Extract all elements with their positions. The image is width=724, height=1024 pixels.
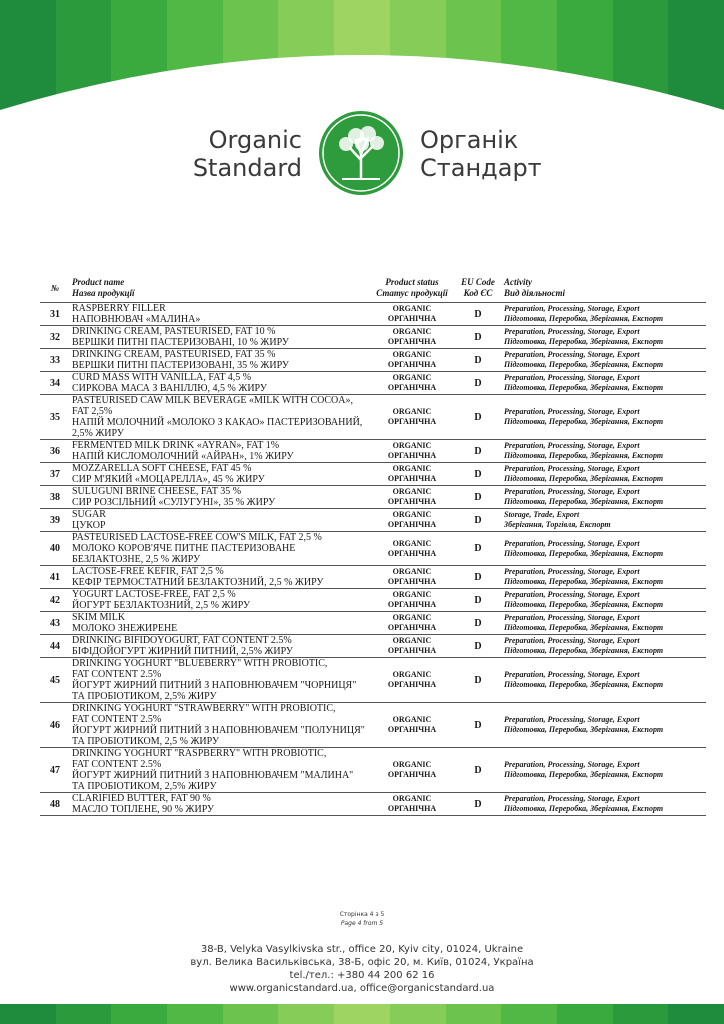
table-row (40, 349, 706, 372)
header-eu-code (454, 274, 502, 303)
product-status-line: ОРГАНІЧНА (387, 804, 437, 813)
product-status (370, 566, 454, 589)
eu-code: D (454, 440, 502, 463)
activity (502, 589, 706, 612)
product-status (370, 349, 454, 372)
product-status-line: ORGANIC (392, 487, 432, 496)
product-name-line: CLARIFIED BUTTER, FAT 90 % (72, 793, 211, 804)
product-name-line: RASPBERRY FILLER (72, 303, 166, 314)
product-name-line: ВЕРШКИ ПИТНІ ПАСТЕРИЗОВАНІ, 35 % ЖИРУ (72, 360, 289, 371)
product-status-line: ОРГАНІЧНА (387, 383, 437, 392)
product-name-line: ЙОГУРТ БЕЗЛАКТОЗНИЙ, 2,5 % ЖИРУ (72, 600, 251, 611)
product-status (370, 612, 454, 635)
footer-address (0, 943, 724, 995)
page-number-en: Page 4 from 5 (340, 920, 384, 927)
activity-line: Preparation, Processing, Storage, Export (504, 567, 640, 576)
page-number (0, 910, 724, 928)
product-status-line: ORGANIC (392, 304, 432, 313)
header-activity (502, 274, 706, 303)
activity-line: Підготовка, Переробка, Зберігання, Експорт (504, 337, 664, 346)
activity-line: Підготовка, Переробка, Зберігання, Експорт (504, 804, 664, 813)
product-status-line: ОРГАНІЧНА (387, 520, 437, 529)
table-row (40, 658, 706, 703)
row-number: 45 (40, 658, 70, 703)
product-name (70, 349, 370, 372)
product-name-line: FAT CONTENT 2.5% (72, 714, 162, 725)
activity-line: Preparation, Processing, Storage, Export (504, 590, 640, 599)
product-name-line: SUGAR (72, 509, 106, 520)
product-name-line: НАПІЙ КИСЛОМОЛОЧНИЙ «АЙРАН», 1% ЖИРУ (72, 451, 294, 462)
activity (502, 748, 706, 793)
product-status-line: ОРГАНІЧНА (387, 337, 437, 346)
activity-line: Зберігання, Торгівля, Експорт (504, 520, 611, 529)
row-number: 47 (40, 748, 70, 793)
header-product-name (70, 274, 370, 303)
row-number: 42 (40, 589, 70, 612)
table-row (40, 372, 706, 395)
eu-code: D (454, 509, 502, 532)
header-code-ua: Код ЄС (463, 288, 493, 298)
eu-code: D (454, 395, 502, 440)
product-status-line: ОРГАНІЧНА (387, 360, 437, 369)
eu-code: D (454, 703, 502, 748)
product-name-line: ТА ПРОБІОТИКОМ, 2,5% ЖИРУ (72, 691, 217, 702)
logo-en-line2: Standard (192, 154, 302, 182)
organic-standard-logo (0, 108, 724, 198)
activity (502, 395, 706, 440)
product-status-line: ORGANIC (392, 715, 432, 724)
eu-code: D (454, 372, 502, 395)
activity-line: Підготовка, Переробка, Зберігання, Експорт (504, 451, 664, 460)
product-status-line: ORGANIC (392, 670, 432, 679)
row-number: 48 (40, 793, 70, 816)
activity-line: Підготовка, Переробка, Зберігання, Експорт (504, 680, 664, 689)
product-status-line: ОРГАНІЧНА (387, 680, 437, 689)
product-name-line: FAT CONTENT 2.5% (72, 759, 162, 770)
row-number: 34 (40, 372, 70, 395)
product-name (70, 486, 370, 509)
activity-line: Preparation, Processing, Storage, Export (504, 613, 640, 622)
activity (502, 486, 706, 509)
product-status (370, 326, 454, 349)
table-row (40, 612, 706, 635)
activity (502, 566, 706, 589)
product-status-line: ОРГАНІЧНА (387, 548, 437, 558)
table-row (40, 635, 706, 658)
product-name (70, 440, 370, 463)
row-number: 33 (40, 349, 70, 372)
eu-code: D (454, 303, 502, 326)
product-name-line: SKIM MILK (72, 612, 126, 623)
table-row (40, 509, 706, 532)
table-row (40, 440, 706, 463)
product-name-line: ЦУКОР (72, 520, 106, 531)
product-status-line: ОРГАНІЧНА (387, 474, 437, 483)
activity (502, 349, 706, 372)
product-status-line: ORGANIC (392, 327, 432, 336)
address-ua: вул. Велика Васильківська, 38-Б, офіс 20, м. Київ, 01024, Україна (190, 957, 534, 968)
product-status (370, 793, 454, 816)
eu-code: D (454, 326, 502, 349)
product-name (70, 372, 370, 395)
product-status (370, 395, 454, 440)
product-name-line: DRINKING YOGHURT "STRAWBERRY" WITH PROBIOTIC, (72, 703, 336, 714)
product-status-line: ORGANIC (392, 567, 432, 576)
header-name-ua: Назва продукції (72, 288, 135, 298)
table-row (40, 793, 706, 816)
row-number: 43 (40, 612, 70, 635)
header-status-ua: Статус продукції (376, 288, 448, 298)
activity-line: Preparation, Processing, Storage, Export (504, 715, 640, 724)
product-status-line: ORGANIC (392, 794, 432, 803)
activity (502, 635, 706, 658)
activity-line: Підготовка, Переробка, Зберігання, Експорт (504, 417, 664, 426)
table-row (40, 395, 706, 440)
row-number: 39 (40, 509, 70, 532)
product-name (70, 748, 370, 793)
product-name-line: SULUGUNI BRINE CHEESE, FAT 35 % (72, 486, 242, 497)
activity (502, 658, 706, 703)
product-status-line: ORGANIC (392, 590, 432, 599)
product-status-line: ORGANIC (392, 464, 432, 473)
product-name-line: MOZZARELLA SOFT CHEESE, FAT 45 % (72, 463, 252, 474)
product-name-line: FAT 2,5% (72, 406, 113, 417)
product-name (70, 303, 370, 326)
activity-line: Підготовка, Переробка, Зберігання, Експорт (504, 623, 664, 632)
activity-line: Preparation, Processing, Storage, Export (504, 441, 640, 450)
product-name-line: ВЕРШКИ ПИТНІ ПАСТЕРИЗОВАНІ, 10 % ЖИРУ (72, 337, 289, 348)
product-name (70, 395, 370, 440)
product-name-line: СИРКОВА МАСА З ВАНІЛЛЮ, 4,5 % ЖИРУ (72, 383, 267, 394)
activity-line: Preparation, Processing, Storage, Export (504, 636, 640, 645)
product-status (370, 509, 454, 532)
products-table (40, 274, 706, 816)
eu-code: D (454, 793, 502, 816)
product-status-line: ORGANIC (392, 760, 432, 769)
logo-ua-line2: Стандарт (420, 154, 542, 182)
product-status (370, 303, 454, 326)
product-name (70, 532, 370, 566)
activity (502, 703, 706, 748)
eu-code: D (454, 748, 502, 793)
product-name (70, 703, 370, 748)
product-name-line: БЕЗЛАКТОЗНЕ, 2,5 % ЖИРУ (72, 554, 201, 565)
activity-line: Preparation, Processing, Storage, Export (504, 327, 640, 336)
table-row (40, 326, 706, 349)
product-name-line: FAT CONTENT 2.5% (72, 669, 162, 680)
activity-line: Підготовка, Переробка, Зберігання, Експорт (504, 577, 664, 586)
activity (502, 793, 706, 816)
product-name-line: СИР РОЗСІЛЬНИЙ «СУЛУГУНІ», 35 % ЖИРУ (72, 497, 276, 508)
tree-logo-icon (316, 108, 406, 198)
product-name-line: PASTEURISED LACTOSE-FREE COW'S MILK, FAT 2,5 % (72, 532, 322, 543)
product-name-line: DRINKING YOGHURT "RASPBERRY" WITH PROBIOTIC, (72, 748, 327, 759)
activity-line: Preparation, Processing, Storage, Export (504, 487, 640, 496)
activity-line: Підготовка, Переробка, Зберігання, Експорт (504, 646, 664, 655)
product-name-line: ЙОГУРТ ЖИРНИЙ ПИТНИЙ З НАПОВНЮВАЧЕМ "ПОЛУНИЦЯ" (72, 725, 365, 736)
eu-code: D (454, 612, 502, 635)
activity-line: Preparation, Processing, Storage, Export (504, 538, 640, 548)
product-name (70, 589, 370, 612)
product-name-line: DRINKING BIFIDOYOGURT, FAT CONTENT 2.5% (72, 635, 292, 646)
table-body (40, 303, 706, 816)
product-name-line: МАСЛО ТОПЛЕНЕ, 90 % ЖИРУ (72, 804, 215, 815)
table-row (40, 589, 706, 612)
header-name-en: Product name (72, 277, 125, 287)
row-number: 37 (40, 463, 70, 486)
activity (502, 326, 706, 349)
activity-line: Preparation, Processing, Storage, Export (504, 760, 640, 769)
table-row (40, 463, 706, 486)
product-status-line: ОРГАНІЧНА (387, 314, 437, 323)
eu-code: D (454, 349, 502, 372)
row-number: 41 (40, 566, 70, 589)
product-status-line: ОРГАНІЧНА (387, 770, 437, 779)
eu-code: D (454, 589, 502, 612)
table-row (40, 486, 706, 509)
product-status-line: ORGANIC (392, 350, 432, 359)
product-status (370, 463, 454, 486)
product-name (70, 509, 370, 532)
product-status (370, 532, 454, 566)
product-name-line: 2,5% ЖИРУ (72, 428, 124, 439)
address-en: 38-B, Velyka Vasylkivska str., office 20, Kyiv city, 01024, Ukraine (200, 944, 524, 955)
product-name-line: СИР М'ЯКИЙ «МОЦАРЕЛЛА», 45 % ЖИРУ (72, 474, 265, 485)
product-name-line: КЕФІР ТЕРМОСТАТНИЙ БЕЗЛАКТОЗНИЙ, 2,5 % ЖИРУ (72, 577, 324, 588)
product-name-line: ЙОГУРТ ЖИРНИЙ ПИТНИЙ З НАПОВНЮВАЧЕМ "ЧОРНИЦЯ" (72, 680, 357, 691)
row-number: 38 (40, 486, 70, 509)
activity (502, 532, 706, 566)
header-no: № (50, 282, 60, 293)
row-number: 32 (40, 326, 70, 349)
product-status-line: ORGANIC (392, 538, 432, 548)
product-status-line: ORGANIC (392, 373, 432, 382)
footer-color-band (0, 1004, 724, 1024)
product-name-line: НАПІЙ МОЛОЧНИЙ «МОЛОКО З КАКАО» ПАСТЕРИЗОВАНИЙ, (72, 417, 363, 428)
logo-ua-line1: Органік (420, 126, 519, 154)
product-name-line: НАПОВНЮВАЧ «МАЛИНА» (72, 314, 201, 325)
activity-line: Підготовка, Переробка, Зберігання, Експорт (504, 725, 664, 734)
activity-line: Storage, Trade, Export (504, 510, 580, 519)
product-name (70, 326, 370, 349)
eu-code: D (454, 486, 502, 509)
product-name-line: БІФІДОЙОГУРТ ЖИРНИЙ ПИТНИЙ, 2,5% ЖИРУ (72, 646, 293, 657)
product-name (70, 463, 370, 486)
product-name (70, 793, 370, 816)
row-number: 46 (40, 703, 70, 748)
activity (502, 440, 706, 463)
row-number: 40 (40, 532, 70, 566)
product-name-line: DRINKING CREAM, PASTEURISED, FAT 10 % (72, 326, 276, 337)
product-name-line: МОЛОКО ЗНЕЖИРЕНЕ (72, 623, 178, 634)
product-status-line: ОРГАНІЧНА (387, 497, 437, 506)
activity (502, 509, 706, 532)
table-row (40, 532, 706, 566)
eu-code: D (454, 658, 502, 703)
product-status (370, 703, 454, 748)
activity-line: Preparation, Processing, Storage, Export (504, 794, 640, 803)
product-name-line: ЙОГУРТ ЖИРНИЙ ПИТНИЙ З НАПОВНЮВАЧЕМ "МАЛИНА" (72, 770, 354, 781)
header-activity-ua: Вид діяльності (504, 288, 566, 298)
product-name (70, 658, 370, 703)
product-name-line: FERMENTED MILK DRINK «AYRAN», FAT 1% (72, 440, 280, 451)
product-name-line: ТА ПРОБІОТИКОМ, 2,5 % ЖИРУ (72, 736, 220, 747)
product-name (70, 566, 370, 589)
product-name (70, 612, 370, 635)
product-status (370, 748, 454, 793)
activity (502, 612, 706, 635)
product-name-line: DRINKING YOGHURT "BLUEBERRY" WITH PROBIOTIC, (72, 658, 328, 669)
product-name-line: PASTEURISED CAW MILK BEVERAGE «MILK WITH COCOA», (72, 395, 353, 406)
activity-line: Preparation, Processing, Storage, Export (504, 464, 640, 473)
product-status-line: ОРГАНІЧНА (387, 725, 437, 734)
activity-line: Preparation, Processing, Storage, Export (504, 670, 640, 679)
activity (502, 303, 706, 326)
product-status-line: ORGANIC (392, 510, 432, 519)
logo-text-en (190, 126, 302, 182)
product-status-line: ОРГАНІЧНА (387, 417, 437, 426)
row-number: 35 (40, 395, 70, 440)
product-name-line: DRINKING CREAM, PASTEURISED, FAT 35 % (72, 349, 276, 360)
product-name-line: ТА ПРОБІОТИКОМ, 2,5% ЖИРУ (72, 781, 217, 792)
product-status-line: ORGANIC (392, 636, 432, 645)
activity-line: Підготовка, Переробка, Зберігання, Експорт (504, 497, 664, 506)
header-product-status (370, 274, 454, 303)
product-status (370, 486, 454, 509)
activity (502, 372, 706, 395)
table-row (40, 748, 706, 793)
activity-line: Preparation, Processing, Storage, Export (504, 350, 640, 359)
activity-line: Preparation, Processing, Storage, Export (504, 407, 640, 416)
telephone: tel./тел.: +380 44 200 62 16 (289, 970, 435, 981)
activity-line: Підготовка, Переробка, Зберігання, Експорт (504, 474, 664, 483)
product-name-line: МОЛОКО КОРОВ'ЯЧЕ ПИТНЕ ПАСТЕРИЗОВАНЕ (72, 543, 296, 554)
activity-line: Підготовка, Переробка, Зберігання, Експорт (504, 548, 664, 558)
header-code-en: EU Code (461, 277, 495, 287)
product-name-line: CURD MASS WITH VANILLA, FAT 4,5 % (72, 372, 252, 383)
eu-code: D (454, 532, 502, 566)
eu-code: D (454, 463, 502, 486)
product-status-line: ORGANIC (392, 407, 432, 416)
product-status-line: ОРГАНІЧНА (387, 623, 437, 632)
eu-code: D (454, 566, 502, 589)
activity-line: Підготовка, Переробка, Зберігання, Експорт (504, 770, 664, 779)
header-status-en: Product status (385, 277, 439, 287)
website-email: www.organicstandard.ua, office@organicstandard.ua (229, 983, 495, 994)
product-name-line: LACTOSE-FREE KEFIR, FAT 2,5 % (72, 566, 224, 577)
activity-line: Preparation, Processing, Storage, Export (504, 373, 640, 382)
product-status-line: ОРГАНІЧНА (387, 451, 437, 460)
page-number-ua: Сторінка 4 з 5 (339, 911, 385, 918)
eu-code: D (454, 635, 502, 658)
product-status-line: ОРГАНІЧНА (387, 577, 437, 586)
product-status-line: ОРГАНІЧНА (387, 600, 437, 609)
activity-line: Підготовка, Переробка, Зберігання, Експорт (504, 383, 664, 392)
activity-line: Preparation, Processing, Storage, Export (504, 304, 640, 313)
header-activity-en: Activity (504, 277, 532, 287)
table-row (40, 566, 706, 589)
product-name-line: YOGURT LACTOSE-FREE, FAT 2,5 % (72, 589, 236, 600)
product-status-line: ORGANIC (392, 441, 432, 450)
logo-en-line1: Organic (208, 126, 302, 154)
product-status (370, 372, 454, 395)
table-row (40, 303, 706, 326)
table-row (40, 703, 706, 748)
logo-text-ua (420, 126, 560, 182)
table-header-row (40, 274, 706, 303)
activity (502, 463, 706, 486)
product-name (70, 635, 370, 658)
row-number: 44 (40, 635, 70, 658)
product-status (370, 635, 454, 658)
activity-line: Підготовка, Переробка, Зберігання, Експорт (504, 314, 664, 323)
product-status-line: ОРГАНІЧНА (387, 646, 437, 655)
row-number: 31 (40, 303, 70, 326)
row-number: 36 (40, 440, 70, 463)
activity-line: Підготовка, Переробка, Зберігання, Експорт (504, 600, 664, 609)
activity-line: Підготовка, Переробка, Зберігання, Експорт (504, 360, 664, 369)
product-status (370, 658, 454, 703)
product-status (370, 440, 454, 463)
product-status-line: ORGANIC (392, 613, 432, 622)
product-status (370, 589, 454, 612)
